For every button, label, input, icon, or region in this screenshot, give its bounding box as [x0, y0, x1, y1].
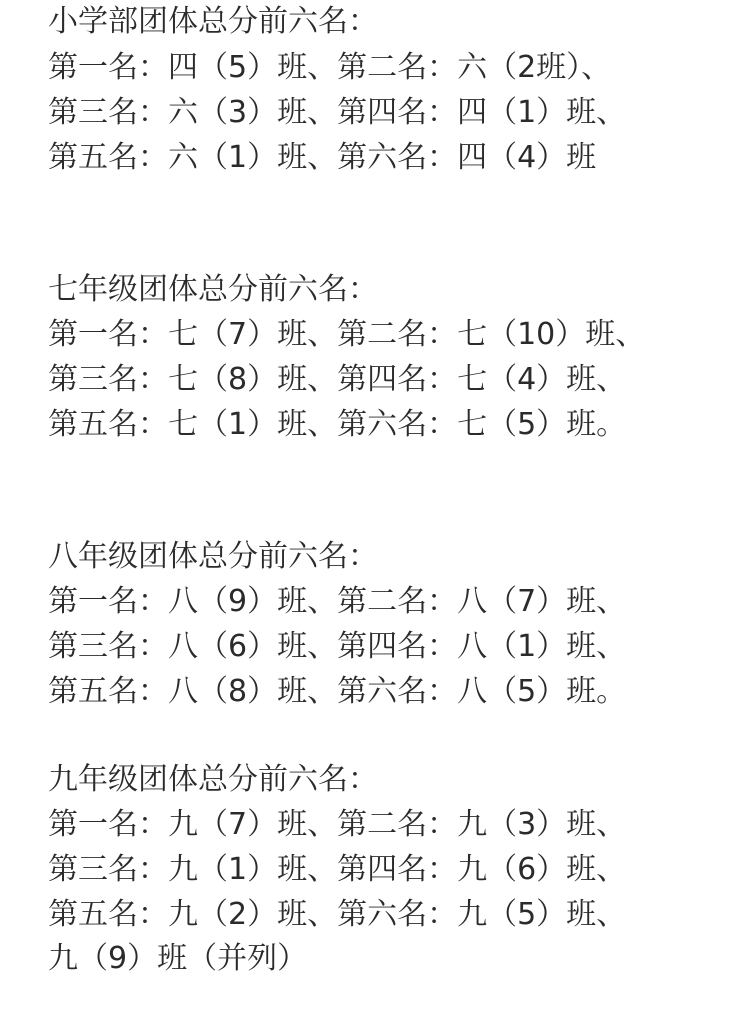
ranking-line: 第五名：八（8）班、第六名：八（5）班。 — [48, 674, 627, 709]
ranking-line: 第一名：四（5）班、第二名：六（2班）、 — [48, 50, 612, 85]
ranking-line: 第五名：六（1）班、第六名：四（4）班 — [48, 140, 597, 175]
section-heading-grade8: 八年级团体总分前六名： — [48, 539, 378, 574]
ranking-line: 第三名：八（6）班、第四名：八（1）班、 — [48, 629, 627, 664]
ranking-line: 第三名：六（3）班、第四名：四（1）班、 — [48, 95, 627, 130]
section-heading-primary: 小学部团体总分前六名： — [48, 4, 378, 39]
ranking-line: 第一名：九（7）班、第二名：九（3）班、 — [48, 807, 627, 842]
ranking-line: 第三名：九（1）班、第四名：九（6）班、 — [48, 852, 627, 887]
section-heading-grade9: 九年级团体总分前六名： — [48, 762, 378, 797]
ranking-line: 第五名：九（2）班、第六名：九（5）班、 — [48, 897, 627, 932]
section-heading-grade7: 七年级团体总分前六名： — [48, 272, 378, 307]
ranking-line: 九（9）班（并列） — [48, 941, 308, 976]
ranking-line: 第五名：七（1）班、第六名：七（5）班。 — [48, 407, 627, 442]
ranking-line: 第三名：七（8）班、第四名：七（4）班、 — [48, 362, 627, 397]
ranking-line: 第一名：八（9）班、第二名：八（7）班、 — [48, 584, 627, 619]
ranking-line: 第一名：七（7）班、第二名：七（10）班、 — [48, 317, 646, 352]
